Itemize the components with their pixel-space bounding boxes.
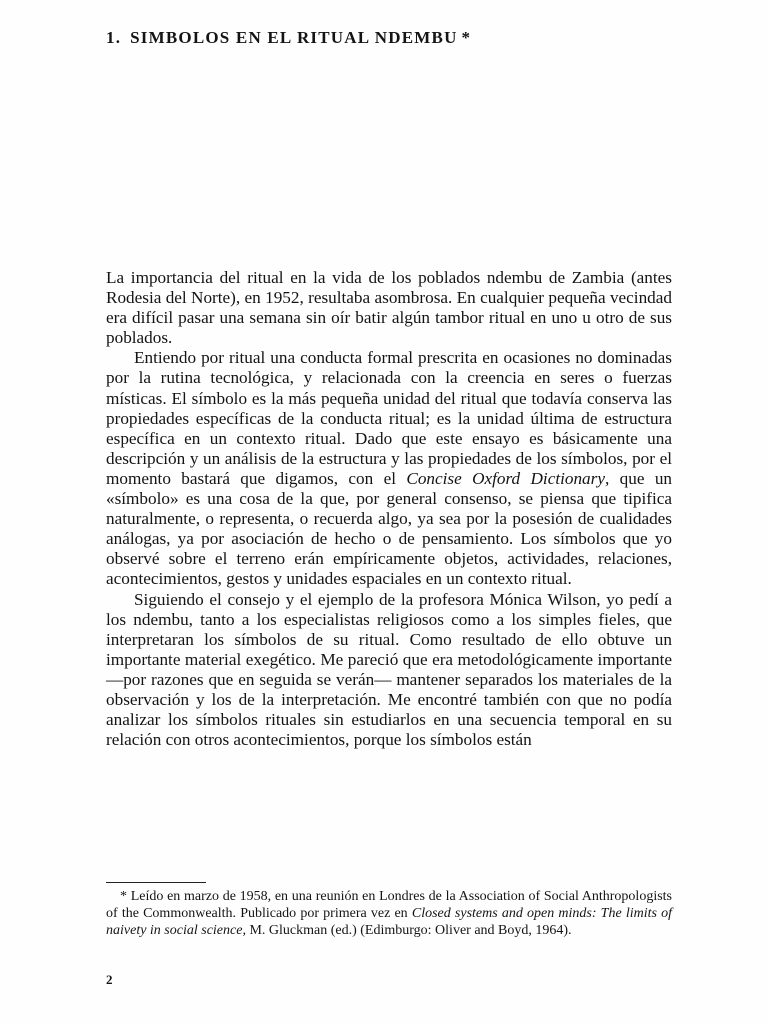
footnote-marker: * (120, 889, 127, 904)
footnote-book-title: Closed systems and open minds: The limits of naivety in social science, (106, 906, 673, 939)
footnote-paragraph (106, 888, 672, 940)
chapter-footnote-marker: * (461, 28, 472, 47)
paragraph-3: Siguiendo el consejo y el ejemplo de la profesora Mónica Wilson, yo pedí a los ndembu, tanto a los especialistas religiosos como a los simples fieles, que interpretaran los símbolos de su ritual. Como resultado de ello obtuve un importante material exegético. Me pareció que era metodológicamente importante —por razones que en seguida se verán— mantener separados los materiales de la observación y los de la interpretación. Me encontré también con que no podía analizar los símbolos rituales sin estudiarlos en una secuencia temporal en su relación con otros acontecimientos, porque los símbolos están (106, 589, 672, 750)
paragraph-1: La importancia del ritual en la vida de los poblados ndembu de Zambia (antes Rodesia del Norte), en 1952, resultaba asombrosa. En cualquier pequeña vecindad era difícil pasar una semana sin oír batir algún tambor ritual en uno u otro de sus poblados. (106, 268, 672, 348)
page-number: 2 (106, 972, 113, 987)
dictionary-title: Concise Oxford Dictionary (406, 468, 605, 488)
paragraph-2-text-b: , que un «símbolo» es una cosa de la que, por general consenso, se piensa que tipifica naturalmente, o representa, o recuerda algo, ya sea por la posesión de cualidades análogas, ya por asociación de hecho o de pensamiento. Los símbolos que yo observé sobre el terreno erán empíricamente objetos, actividades, relaciones, acontecimientos, gestos y unidades espaciales en un contexto ritual. (106, 468, 673, 589)
body-text (106, 268, 672, 750)
paragraph-2 (106, 348, 672, 589)
footnote-separator (106, 882, 206, 883)
paragraph-2-text-a: Entiendo por ritual una conducta formal prescrita en ocasiones no dominadas por la rutina tecnológica, y relacionada con la creencia en seres o fuerzas místicas. El símbolo es la más pequeña unidad del ritual que todavía conserva las propiedades específicas de la conducta ritual; es la unidad última de estructura específica en un contexto ritual. Dado que este ensayo es básicamente una descripción y un análisis de la estructura y las propiedades de los símbolos, por el momento bastará que digamos, con el (106, 348, 672, 488)
footnote-text-a: Leído en marzo de 1958, en una reunión en Londres de la Association of Social Anthropologists of the Commonwealth. Publicado por primera vez en (106, 889, 673, 922)
footnote-text-b: M. Gluckman (ed.) (Edimburgo: Oliver and Boyd, 1964). (249, 923, 572, 939)
footnote (106, 888, 672, 940)
chapter-title: SIMBOLOS EN EL RITUAL NDEMBU (130, 28, 458, 47)
chapter-number: 1. (106, 28, 122, 47)
chapter-heading (106, 28, 471, 48)
